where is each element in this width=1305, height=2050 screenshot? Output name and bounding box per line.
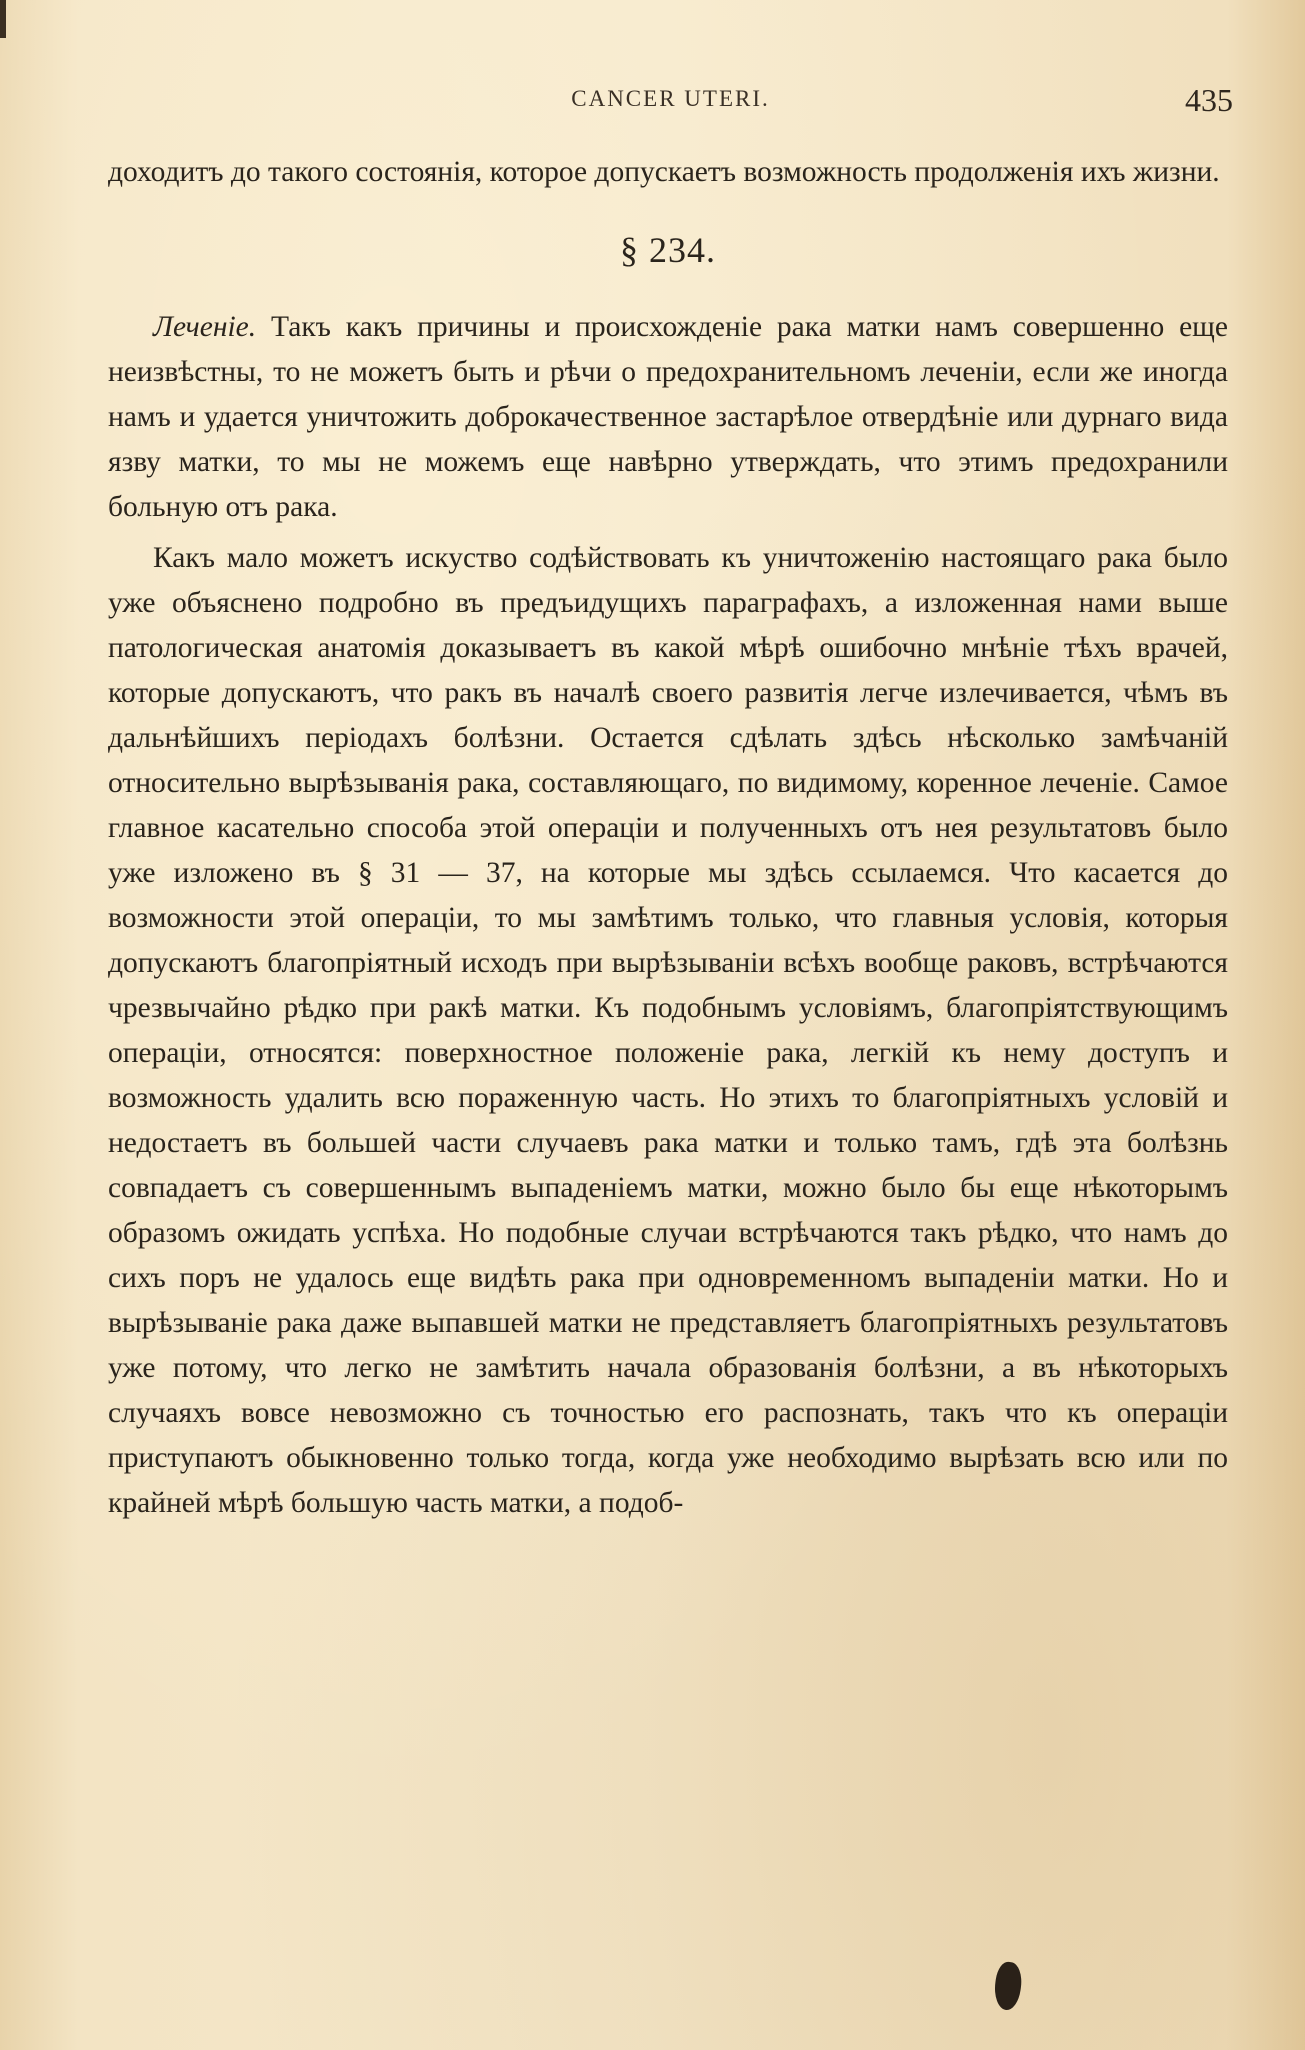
- running-header: [108, 82, 1233, 122]
- ink-stain: [992, 1960, 1024, 2011]
- treatment-paragraph-text: Такъ какъ причины и происхожденіе рака матки намъ совершенно еще неизвѣстны, то не можетъ быть и рѣчи о предохранительномъ леченіи, если же иногда намъ и удается уничтожить доброкачественное застарѣлое отвердѣніе или дурнаго вида язву матки, то мы не можемъ еще навѣрно утверждать, что этимъ предохранили больную отъ рака.: [108, 311, 1228, 523]
- main-paragraph: Какъ мало можетъ искуство содѣйствовать къ уничтоженію настоящаго рака было уже объяснено подробно въ предъидущихъ параграфахъ, а изложенная нами выше патологическая анатомія доказываетъ въ какой мѣрѣ ошибочно мнѣніе тѣхъ врачей, которые допускаютъ, что ракъ въ началѣ своего развитія легче излечивается, чѣмъ въ дальнѣйшихъ періодахъ болѣзни. Остается сдѣлать здѣсь нѣсколько замѣчаній относительно вырѣзыванія рака, составляющаго, по видимому, коренное леченіе. Самое главное касательно способа этой операціи и полученныхъ отъ нея результатовъ было уже изложено въ § 31 — 37, на которые мы здѣсь ссылаемся. Что касается до возможности этой операціи, то мы замѣтимъ только, что главныя условія, которыя допускаютъ благопріятный исходъ при вырѣзываніи всѣхъ вообще раковъ, встрѣчаются чрезвычайно рѣдко при ракѣ матки. Къ подобнымъ условіямъ, благопріятствующимъ операціи, относятся: поверхностное положеніе рака, легкій къ нему доступъ и возможность удалить всю пораженную часть. Но этихъ то благопріятныхъ условій и недостаетъ въ большей части случаевъ рака матки и только тамъ, гдѣ эта болѣзнь совпадаетъ съ совершеннымъ выпаденіемъ матки, можно было бы еще нѣкоторымъ образомъ ожидать успѣха. Но подобные случаи встрѣчаются такъ рѣдко, что намъ до сихъ поръ не удалось еще видѣть рака при одновременномъ выпаденіи матки. Но и вырѣзываніе рака даже выпавшей матки не представляетъ благопріятныхъ результатовъ уже потому, что легко не замѣтить начала образованія болѣзни, а въ нѣкоторыхъ случаяхъ вовсе невозможно съ точностью его распознать, такъ что къ операціи приступаютъ обыкновенно только тогда, когда уже необходимо вырѣзать всю или по крайней мѣрѣ большую часть матки, а подоб-: [108, 542, 1228, 1519]
- running-title: CANCER UTERI.: [571, 86, 770, 111]
- section-heading: § 234.: [620, 230, 716, 270]
- opening-paragraph: доходитъ до такого состоянія, которое допускаетъ возможность продолженія ихъ жизни.: [108, 156, 1220, 188]
- treatment-lead-word: Леченіе.: [153, 311, 257, 343]
- body-text: [108, 150, 1228, 1526]
- treatment-paragraph: [108, 305, 1228, 530]
- page-edge-mark: [0, 0, 6, 38]
- page-number: 435: [1185, 82, 1233, 118]
